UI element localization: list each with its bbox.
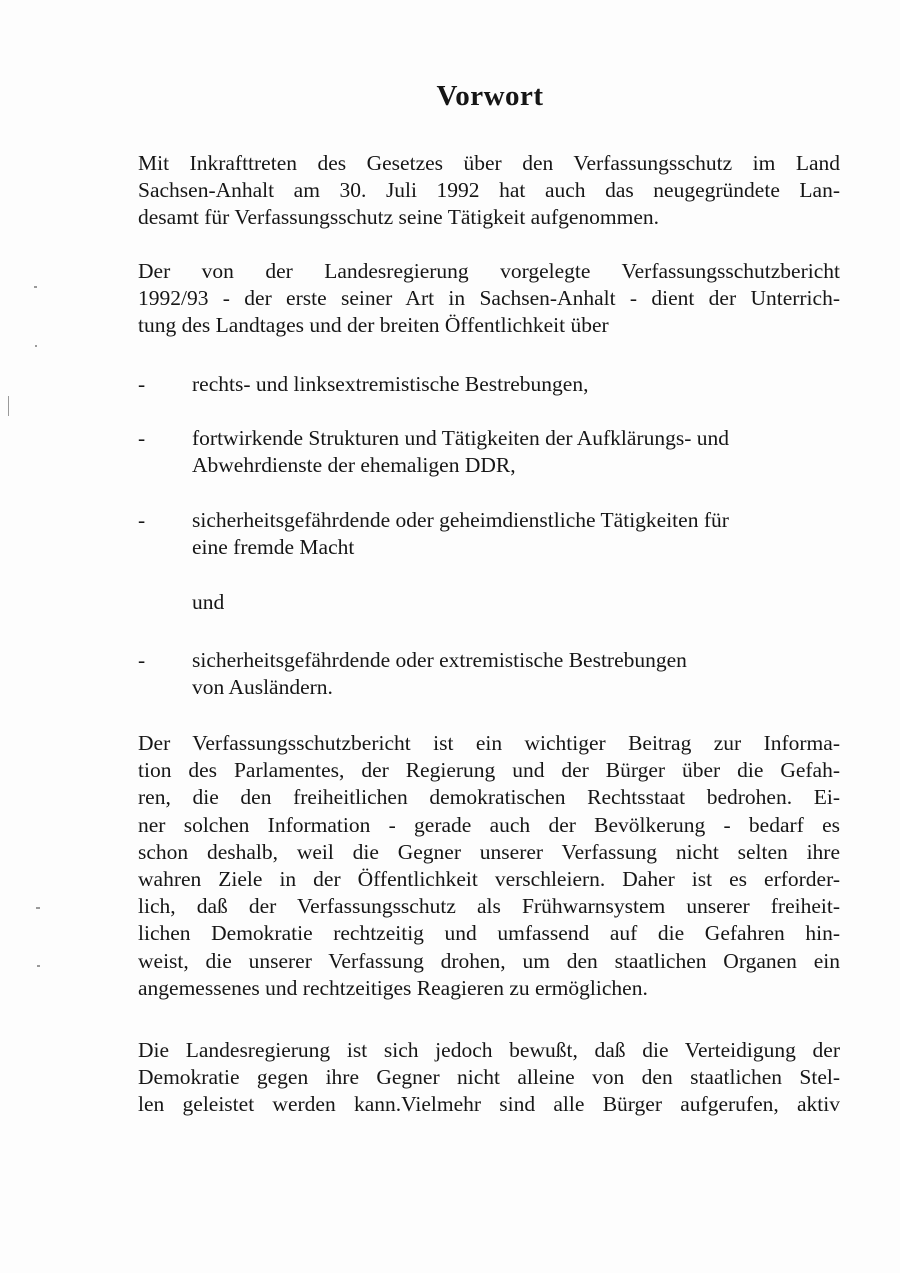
text-line: tion des Parlamentes, der Regierung und der Bürger über die Gefah-	[138, 758, 840, 783]
scan-speck	[37, 965, 40, 967]
text-line: tung des Landtages und der breiten Öffentlichkeit über	[138, 313, 609, 338]
text-line: Mit Inkrafttreten des Gesetzes über den Verfassungsschutz im Land	[138, 151, 840, 175]
text-line: Demokratie gegen ihre Gegner nicht alleine von den staatlichen Stel-	[138, 1065, 840, 1090]
list-item-text: sicherheitsgefährdende oder geheimdienstliche Tätigkeiten für	[192, 508, 729, 532]
text-line: Sachsen-Anhalt am 30. Juli 1992 hat auch das neugegründete Lan-	[138, 178, 840, 203]
scan-speck	[34, 286, 37, 288]
text-line: Der Verfassungsschutzbericht ist ein wichtiger Beitrag zur Informa-	[138, 731, 840, 755]
text-line: Die Landesregierung ist sich jedoch bewußt, daß die Verteidigung der	[138, 1038, 840, 1062]
text-line: desamt für Verfassungsschutz seine Tätigkeit aufgenommen.	[138, 205, 660, 230]
bullet-dash: -	[138, 426, 146, 450]
list-item-text: von Ausländern.	[192, 675, 333, 700]
list-item-text: eine fremde Macht	[192, 535, 355, 560]
scan-speck	[35, 345, 37, 347]
bullet-dash: -	[138, 508, 146, 532]
paragraph-report	[138, 258, 840, 340]
scan-speck	[36, 907, 40, 909]
paragraph-contribution	[138, 730, 840, 1002]
text-line: len geleistet werden kann.Vielmehr sind alle Bürger aufgerufen, aktiv	[138, 1092, 840, 1117]
paragraph-government	[138, 1037, 840, 1119]
text-line: angemessenes und rechtzeitiges Reagieren zu ermöglichen.	[138, 975, 648, 1000]
paragraph-intro	[138, 150, 840, 232]
scan-speck	[8, 396, 9, 416]
list-item-text: sicherheitsgefährdende oder extremistische Bestrebungen	[192, 648, 687, 672]
bullet-dash: -	[138, 372, 146, 396]
text-line: 1992/93 - der erste seiner Art in Sachsen-Anhalt - dient der Unterrich-	[138, 286, 840, 311]
text-line: ner solchen Information - gerade auch der Bevölkerung - bedarf es	[138, 812, 840, 837]
text-line: ren, die den freiheitlichen demokratischen Rechtsstaat bedrohen. Ei-	[138, 785, 840, 810]
list-item-text: rechts- und linksextremistische Bestrebungen,	[192, 372, 589, 396]
text-line: wahren Ziele in der Öffentlichkeit verschleiern. Daher ist es erforder-	[138, 867, 840, 892]
text-line: weist, die unserer Verfassung drohen, um den staatlichen Organen ein	[138, 948, 840, 973]
connector-word: und	[192, 590, 225, 614]
list-item-text: Abwehrdienste der ehemaligen DDR,	[192, 453, 516, 478]
text-line: Der von der Landesregierung vorgelegte Verfassungsschutzbericht	[138, 259, 840, 283]
text-line: lich, daß der Verfassungsschutz als Frühwarnsystem unserer freiheit-	[138, 894, 840, 919]
text-line: lichen Demokratie rechtzeitig und umfassend auf die Gefahren hin-	[138, 921, 840, 946]
list-item-text: fortwirkende Strukturen und Tätigkeiten der Aufklärungs- und	[192, 426, 729, 450]
page-title: Vorwort	[436, 80, 544, 112]
bullet-dash: -	[138, 648, 146, 672]
text-line: schon deshalb, weil die Gegner unserer Verfassung nicht selten ihre	[138, 839, 840, 864]
